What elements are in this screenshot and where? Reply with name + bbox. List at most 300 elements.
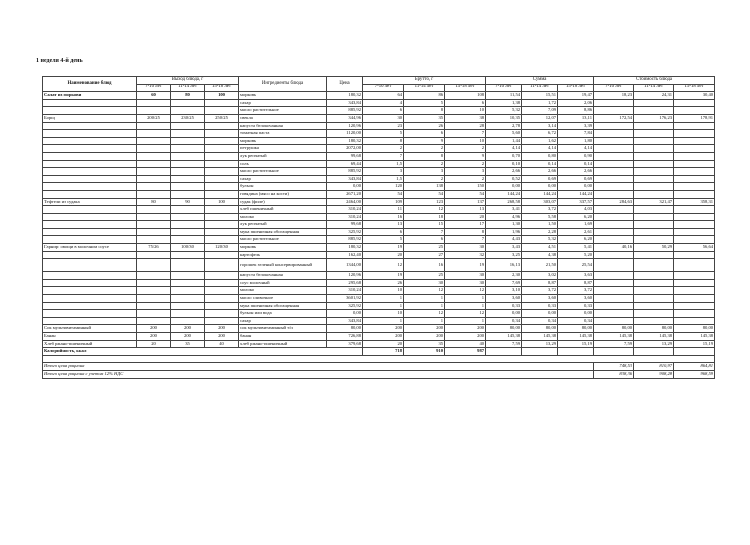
output-cell [171, 272, 205, 280]
sum-cell: 144,24 [558, 190, 594, 198]
cost-cell [634, 206, 674, 214]
cost-cell [674, 190, 715, 198]
sum-cell: 2,06 [558, 99, 594, 107]
table-row [43, 183, 715, 191]
sum-cell: 1,72 [522, 99, 558, 107]
gross-cell: 13 [363, 221, 404, 229]
gross-cell: 12 [404, 206, 445, 214]
gross-cell: 108 [445, 92, 486, 100]
gross-cell: 1 [445, 302, 486, 310]
cost-cell [674, 183, 715, 191]
output-cell [137, 317, 171, 325]
output-cell: 100 [205, 198, 239, 206]
sum-cell: 0,00 [522, 310, 558, 318]
gross-cell: 5 [363, 130, 404, 138]
output-cell [205, 206, 239, 214]
output-cell: 90 [171, 198, 205, 206]
sum-cell: 0,70 [486, 152, 522, 160]
dish-name-cell [43, 137, 137, 145]
sum-cell: 4,14 [522, 145, 558, 153]
table-row [43, 251, 715, 259]
gross-cell: 19 [363, 272, 404, 280]
cost-cell [674, 310, 715, 318]
gross-cell: 2 [445, 160, 486, 168]
sum-cell: 0,00 [522, 183, 558, 191]
output-cell [205, 236, 239, 244]
output-cell: 200 [137, 325, 171, 333]
cost-cell: 145,38 [594, 333, 634, 341]
cost-cell [594, 259, 634, 272]
header-age: 15-18 лет [205, 84, 239, 92]
ingredient-cell: соль [239, 160, 327, 168]
sum-cell: 303,07 [522, 198, 558, 206]
header-age: 15-18 лет [445, 84, 486, 92]
sum-cell: 2,28 [522, 228, 558, 236]
ingredient-cell: сахар [239, 99, 327, 107]
header-cost: Стоимость блюда [594, 77, 715, 85]
table-row [43, 122, 715, 130]
price-cell: 99,68 [327, 221, 363, 229]
price-cell: 343,84 [327, 175, 363, 183]
header-age: 11-14 лет [171, 84, 205, 92]
gross-cell: 200 [363, 325, 404, 333]
total-vat-row [43, 370, 715, 378]
output-cell [205, 175, 239, 183]
table-row [43, 213, 715, 221]
gross-cell: 19 [363, 244, 404, 252]
sum-cell: 2,66 [558, 168, 594, 176]
header-gross: Брутто, г [363, 77, 486, 85]
sum-cell: 15,51 [522, 92, 558, 100]
gross-cell: 18 [404, 213, 445, 221]
price-cell: 1120,00 [327, 130, 363, 138]
dish-name-cell [43, 302, 137, 310]
gross-cell: 150 [445, 183, 486, 191]
sum-cell: 1,69 [558, 221, 594, 229]
price-cell: 120,96 [327, 272, 363, 280]
gross-cell: 54 [445, 190, 486, 198]
dish-name-cell [43, 122, 137, 130]
gross-cell: 16 [363, 213, 404, 221]
gross-cell: 1 [404, 295, 445, 303]
output-cell [137, 190, 171, 198]
gross-cell: 12 [404, 287, 445, 295]
sum-cell: 0,00 [558, 310, 594, 318]
cost-cell [634, 152, 674, 160]
output-cell [171, 317, 205, 325]
sum-cell: 0,34 [522, 317, 558, 325]
gross-cell: 26 [363, 279, 404, 287]
sum-cell: 3,72 [522, 287, 558, 295]
gross-cell: 120 [363, 183, 404, 191]
gross-cell: 5 [363, 236, 404, 244]
output-cell [171, 206, 205, 214]
price-cell: 0,00 [327, 310, 363, 318]
sum-cell: 0,14 [522, 160, 558, 168]
cost-cell [674, 272, 715, 280]
header-age: 7-10 лет [363, 84, 404, 92]
gross-cell: 2 [445, 175, 486, 183]
cost-cell: 80,00 [634, 325, 674, 333]
cost-cell [674, 236, 715, 244]
table-row [43, 160, 715, 168]
output-cell [137, 145, 171, 153]
dish-name-cell [43, 175, 137, 183]
total-row [43, 363, 715, 371]
calories-label: Калорийность, ккал [43, 348, 363, 356]
cost-cell [634, 160, 674, 168]
output-cell [137, 236, 171, 244]
output-cell [205, 213, 239, 221]
sum-cell: 5,60 [486, 130, 522, 138]
dish-name-cell: Салат из моркови [43, 92, 137, 100]
cost-cell [594, 279, 634, 287]
sum-cell: 10,35 [486, 114, 522, 122]
cost-cell [634, 310, 674, 318]
gross-cell: 6 [404, 236, 445, 244]
ingredient-cell: мука пшеничная обогащенная [239, 302, 327, 310]
sum-cell: 0,00 [486, 310, 522, 318]
gross-cell: 17 [445, 221, 486, 229]
output-cell [137, 310, 171, 318]
output-cell [205, 122, 239, 130]
cost-cell [634, 145, 674, 153]
gross-cell: 8 [404, 107, 445, 115]
cost-cell: 24,31 [634, 92, 674, 100]
price-cell: 885,92 [327, 107, 363, 115]
gross-cell: 9 [445, 152, 486, 160]
sum-cell: 4,51 [522, 244, 558, 252]
output-cell [205, 107, 239, 115]
price-cell: 180,32 [327, 137, 363, 145]
output-cell [171, 310, 205, 318]
header-dish-name: Наименование блюд [43, 77, 137, 92]
sum-cell: 21,50 [522, 259, 558, 272]
table-row [43, 340, 715, 348]
cost-cell [634, 175, 674, 183]
output-cell [137, 295, 171, 303]
ingredient-cell: хлеб ржано-пшеничный [239, 340, 327, 348]
cost-cell [674, 168, 715, 176]
cost-cell [674, 160, 715, 168]
table-row [43, 99, 715, 107]
gross-cell: 4 [363, 99, 404, 107]
price-cell: 162,40 [327, 251, 363, 259]
sum-cell: 4,43 [486, 236, 522, 244]
sum-cell: 0,69 [522, 175, 558, 183]
cost-cell [594, 213, 634, 221]
dish-name-cell [43, 145, 137, 153]
header-age: 7-10 лет [594, 84, 634, 92]
gross-cell: 10 [445, 107, 486, 115]
ingredient-cell: морковь [239, 92, 327, 100]
output-cell [205, 259, 239, 272]
table-row [43, 279, 715, 287]
table-row [43, 107, 715, 115]
output-cell [205, 152, 239, 160]
sum-cell: 0,69 [558, 175, 594, 183]
output-cell [171, 221, 205, 229]
price-cell: 310,24 [327, 287, 363, 295]
sum-cell: 2,78 [486, 122, 522, 130]
cost-cell [594, 175, 634, 183]
dish-name-cell [43, 183, 137, 191]
output-cell [137, 130, 171, 138]
table-row [43, 228, 715, 236]
gross-cell: 6 [404, 130, 445, 138]
sum-cell: 80,00 [522, 325, 558, 333]
dish-name-cell [43, 221, 137, 229]
sum-cell: 1,38 [486, 99, 522, 107]
cost-cell: 178,91 [674, 114, 715, 122]
output-cell [137, 302, 171, 310]
cost-cell [674, 152, 715, 160]
sum-cell: 2,30 [486, 272, 522, 280]
cost-cell [674, 287, 715, 295]
cost-cell [634, 228, 674, 236]
price-cell: 726,88 [327, 333, 363, 341]
output-cell [137, 168, 171, 176]
dish-name-cell [43, 152, 137, 160]
cost-cell [594, 152, 634, 160]
output-cell [137, 160, 171, 168]
gross-cell: 12 [404, 310, 445, 318]
sum-cell: 80,00 [558, 325, 594, 333]
sum-cell: 1,30 [486, 221, 522, 229]
output-cell: 200/25 [137, 114, 171, 122]
cost-cell: 358,31 [674, 198, 715, 206]
sum-cell: 8,86 [558, 107, 594, 115]
price-cell: 343,84 [327, 99, 363, 107]
output-cell [205, 145, 239, 153]
cost-cell: 321,47 [634, 198, 674, 206]
gross-cell: 1 [445, 295, 486, 303]
sum-cell: 2,66 [486, 168, 522, 176]
cost-cell [594, 272, 634, 280]
sum-cell: 1,96 [486, 228, 522, 236]
gross-cell: 1 [363, 317, 404, 325]
cost-cell [594, 122, 634, 130]
cost-cell: 284,63 [594, 198, 634, 206]
output-cell [137, 279, 171, 287]
cost-cell: 80,00 [674, 325, 715, 333]
ingredient-cell: лук репчатый [239, 221, 327, 229]
sum-cell: 337,57 [558, 198, 594, 206]
ingredient-cell: масло сливочное [239, 295, 327, 303]
output-cell [171, 107, 205, 115]
gross-cell: 35 [404, 114, 445, 122]
gross-cell: 20 [363, 251, 404, 259]
cost-cell: 56,64 [674, 244, 715, 252]
output-cell [205, 183, 239, 191]
gross-cell: 2 [404, 175, 445, 183]
gross-cell: 3 [445, 168, 486, 176]
output-cell [205, 251, 239, 259]
gross-cell: 3 [363, 168, 404, 176]
calories-value: 718 [363, 348, 404, 356]
sum-cell: 80,00 [486, 325, 522, 333]
output-cell [137, 259, 171, 272]
cost-cell [634, 272, 674, 280]
output-cell [137, 251, 171, 259]
ingredient-cell: капуста белокочанная [239, 272, 327, 280]
table-row [43, 152, 715, 160]
cost-cell [594, 295, 634, 303]
total-vat-value: 838,36 [594, 370, 634, 378]
sum-cell: 6,72 [522, 130, 558, 138]
gross-cell: 12 [445, 287, 486, 295]
gross-cell: 30 [445, 244, 486, 252]
table-row [43, 145, 715, 153]
ingredient-cell: картофель [239, 251, 327, 259]
output-cell [205, 130, 239, 138]
sum-cell: 5,58 [522, 213, 558, 221]
cost-cell [674, 259, 715, 272]
output-cell [171, 228, 205, 236]
sum-cell: 1,62 [522, 137, 558, 145]
price-cell: 1344,00 [327, 259, 363, 272]
output-cell: 100/30 [171, 244, 205, 252]
cost-cell [594, 137, 634, 145]
gross-cell: 10 [363, 310, 404, 318]
sum-cell: 1,44 [486, 137, 522, 145]
cost-cell [594, 206, 634, 214]
sum-cell: 0,33 [486, 302, 522, 310]
cost-cell [594, 236, 634, 244]
sum-cell: 0,90 [558, 152, 594, 160]
gross-cell: 30 [404, 279, 445, 287]
total-vat-value: 908,28 [634, 370, 674, 378]
sum-cell: 3,63 [558, 272, 594, 280]
dish-name-cell [43, 236, 137, 244]
header-price: Цена [327, 77, 363, 92]
price-cell: 2072,00 [327, 145, 363, 153]
table-body [43, 92, 715, 348]
table-row [43, 333, 715, 341]
cost-cell [674, 317, 715, 325]
sum-cell: 25,54 [558, 259, 594, 272]
gross-cell: 7 [445, 130, 486, 138]
output-cell: 200 [137, 333, 171, 341]
price-cell: 310,24 [327, 206, 363, 214]
cost-cell: 172,54 [594, 114, 634, 122]
gross-cell: 200 [404, 333, 445, 341]
gross-cell: 109 [363, 198, 404, 206]
price-cell: 3601,92 [327, 295, 363, 303]
output-cell [171, 175, 205, 183]
gross-cell: 26 [404, 122, 445, 130]
sum-cell: 6,20 [558, 213, 594, 221]
gross-cell: 10 [445, 137, 486, 145]
dish-name-cell [43, 206, 137, 214]
sum-cell: 16,13 [486, 259, 522, 272]
output-cell [205, 272, 239, 280]
price-cell: 885,92 [327, 236, 363, 244]
sum-cell: 5,41 [558, 244, 594, 252]
dish-name-cell [43, 295, 137, 303]
sum-cell: 4,03 [558, 206, 594, 214]
gross-cell: 20 [445, 213, 486, 221]
output-cell: 200 [171, 333, 205, 341]
cost-cell [594, 221, 634, 229]
sum-cell: 0,33 [522, 302, 558, 310]
output-cell: 20 [137, 340, 171, 348]
cost-cell [594, 317, 634, 325]
calories-value: 910 [404, 348, 445, 356]
table-row [43, 272, 715, 280]
cost-cell [674, 213, 715, 221]
cost-cell: 15,19 [674, 340, 715, 348]
gross-cell: 30 [445, 272, 486, 280]
cost-cell [594, 287, 634, 295]
gross-cell: 12 [363, 259, 404, 272]
menu-cost-table [42, 76, 715, 379]
gross-cell: 1 [445, 317, 486, 325]
cost-cell [594, 190, 634, 198]
dish-name-cell [43, 272, 137, 280]
cost-cell: 80,00 [594, 325, 634, 333]
gross-cell: 25 [404, 272, 445, 280]
output-cell [171, 213, 205, 221]
sum-cell: 15,19 [558, 340, 594, 348]
ingredient-cell: петрушка [239, 145, 327, 153]
output-cell: 35 [171, 340, 205, 348]
output-cell [137, 99, 171, 107]
table-row [43, 310, 715, 318]
output-cell: 40 [205, 340, 239, 348]
table-row [43, 206, 715, 214]
output-cell [171, 259, 205, 272]
sum-cell: 11,54 [486, 92, 522, 100]
sum-cell: 144,24 [486, 190, 522, 198]
sum-cell: 3,25 [486, 251, 522, 259]
sum-cell: 7,84 [558, 130, 594, 138]
gross-cell: 30 [363, 114, 404, 122]
output-cell: 80 [171, 92, 205, 100]
gross-cell: 35 [404, 340, 445, 348]
gross-cell: 6 [363, 107, 404, 115]
ingredient-cell: капуста белокочанная [239, 122, 327, 130]
gross-cell: 54 [404, 190, 445, 198]
gross-cell: 2 [404, 160, 445, 168]
table-row [43, 130, 715, 138]
table-row [43, 137, 715, 145]
cost-cell [674, 221, 715, 229]
gross-cell: 40 [445, 340, 486, 348]
gross-cell: 200 [445, 333, 486, 341]
price-cell: 120,96 [327, 122, 363, 130]
cost-cell [674, 279, 715, 287]
price-cell: 325,92 [327, 228, 363, 236]
price-cell: 344,96 [327, 114, 363, 122]
output-cell [171, 160, 205, 168]
price-cell: 295,68 [327, 279, 363, 287]
gross-cell: 7 [445, 236, 486, 244]
sum-cell: 3,72 [522, 206, 558, 214]
gross-cell: 1,5 [363, 175, 404, 183]
gross-cell: 123 [404, 198, 445, 206]
table-row [43, 198, 715, 206]
header-age: 11-14 лет [634, 84, 674, 92]
output-cell [171, 295, 205, 303]
ingredient-cell: морковь [239, 137, 327, 145]
output-cell [171, 279, 205, 287]
dish-name-cell [43, 190, 137, 198]
cost-cell [674, 302, 715, 310]
cost-cell [634, 302, 674, 310]
dish-name-cell: Гарнир: овощи в молочном соусе [43, 244, 137, 252]
cost-cell: 18,23 [594, 92, 634, 100]
